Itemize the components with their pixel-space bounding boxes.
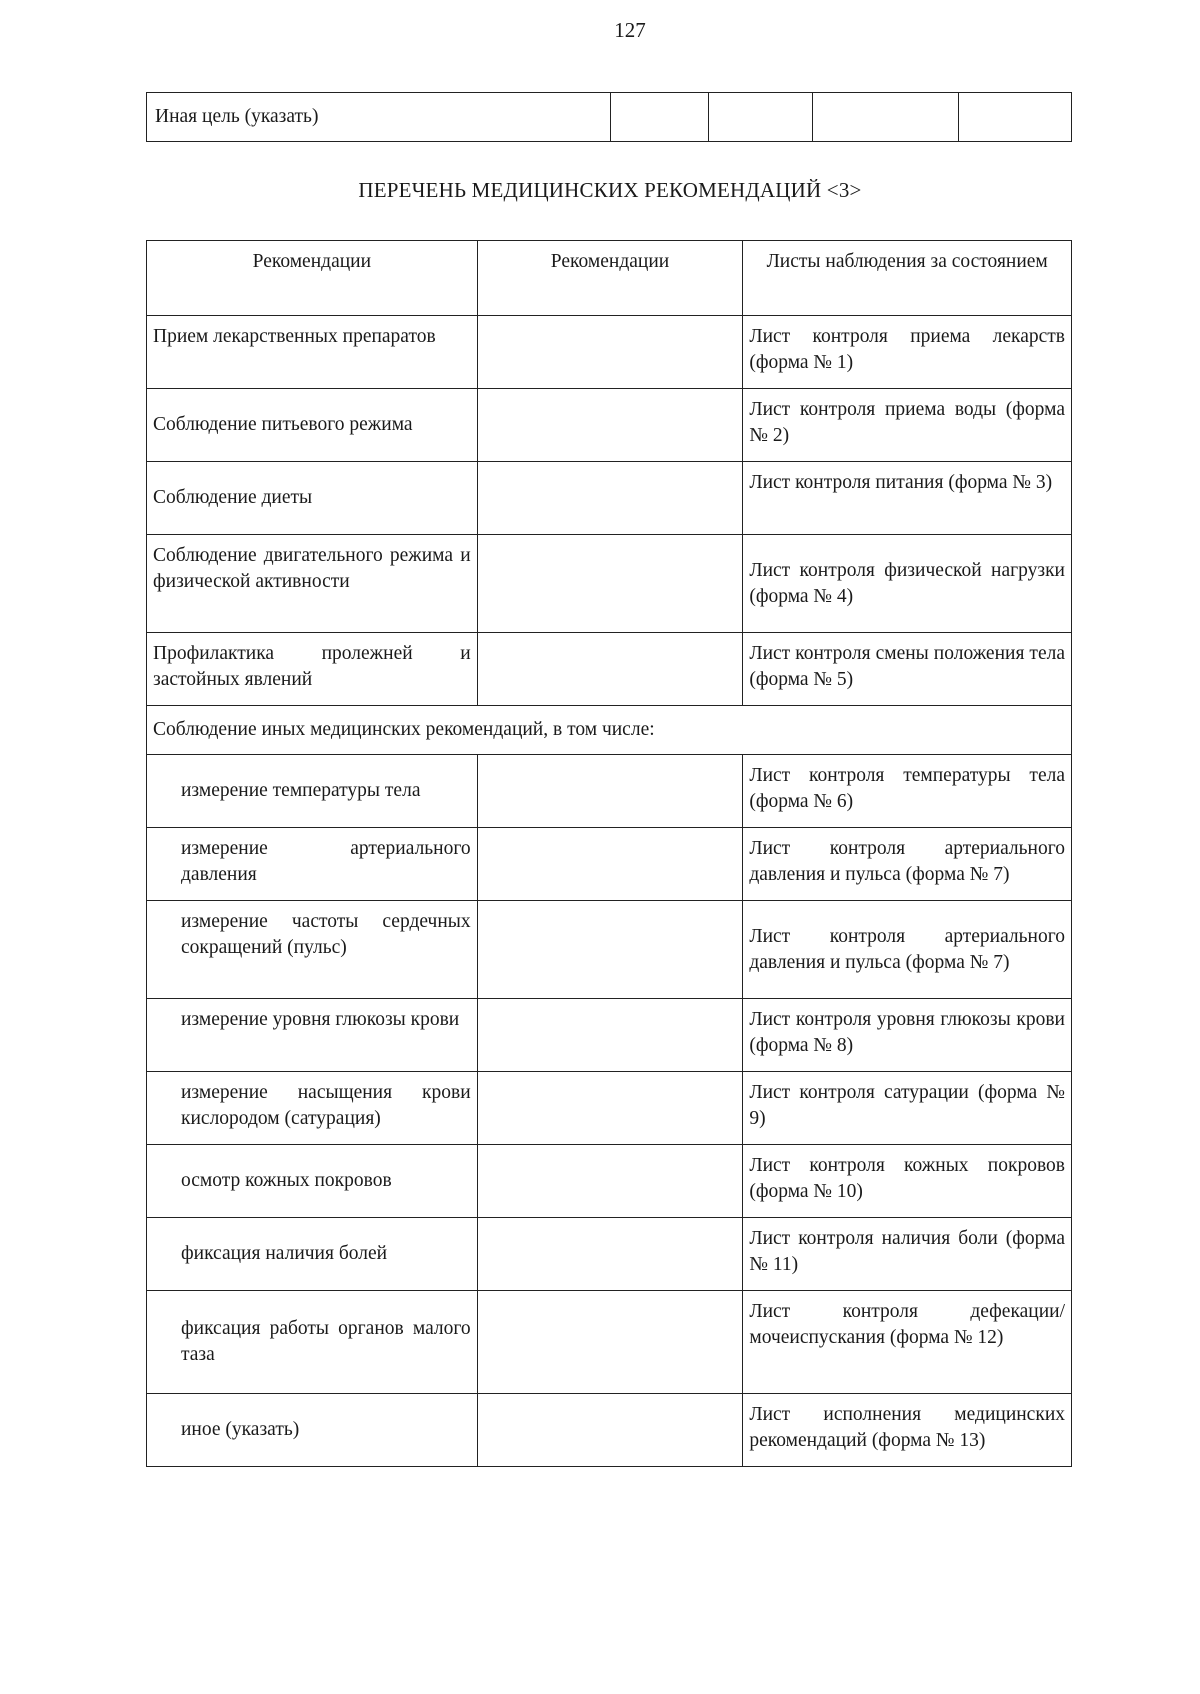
value-cell xyxy=(477,1394,743,1467)
table-row xyxy=(147,706,1072,755)
recommendation-cell: иное (указать) xyxy=(147,1394,478,1467)
table-row xyxy=(147,462,1072,535)
column-header: Рекомендации xyxy=(147,241,478,316)
column-header: Рекомендации xyxy=(477,241,743,316)
value-cell xyxy=(477,535,743,633)
blank-cell xyxy=(958,93,1071,142)
value-cell xyxy=(477,1218,743,1291)
sheet-cell: Лист контроля физической нагрузки (форма № 4) xyxy=(743,535,1072,633)
sheet-cell: Лист контроля температуры тела (форма № 6) xyxy=(743,755,1072,828)
sheet-cell: Лист контроля дефекации/мочеиспускания (форма № 12) xyxy=(743,1291,1072,1394)
table-row xyxy=(147,1072,1072,1145)
table-row xyxy=(147,389,1072,462)
recommendation-cell: фиксация наличия болей xyxy=(147,1218,478,1291)
table-row xyxy=(147,316,1072,389)
sheet-cell: Лист исполнения медицинских рекомендаций (форма № 13) xyxy=(743,1394,1072,1467)
value-cell xyxy=(477,1291,743,1394)
table-row xyxy=(147,633,1072,706)
recommendation-cell: фиксация работы органов малого таза xyxy=(147,1291,478,1394)
sheet-cell: Лист контроля приема лекарств (форма № 1) xyxy=(743,316,1072,389)
sheet-cell: Лист контроля питания (форма № 3) xyxy=(743,462,1072,535)
section-row-label: Соблюдение иных медицинских рекомендаций, в том числе: xyxy=(147,706,1072,755)
value-cell xyxy=(477,1072,743,1145)
blank-cell xyxy=(813,93,958,142)
value-cell xyxy=(477,389,743,462)
value-cell xyxy=(477,828,743,901)
recommendation-cell: измерение артериального давления xyxy=(147,828,478,901)
sheet-cell: Лист контроля приема воды (форма № 2) xyxy=(743,389,1072,462)
value-cell xyxy=(477,755,743,828)
value-cell xyxy=(477,633,743,706)
table-row xyxy=(147,901,1072,999)
column-header: Листы наблюдения за состоянием xyxy=(743,241,1072,316)
page-number: 127 xyxy=(614,18,646,42)
table-row xyxy=(147,1291,1072,1394)
table-row xyxy=(147,755,1072,828)
table-row xyxy=(147,1145,1072,1218)
blank-cell xyxy=(709,93,813,142)
sheet-cell: Лист контроля смены положения тела (форма № 5) xyxy=(743,633,1072,706)
recommendation-cell: измерение уровня глюкозы крови xyxy=(147,999,478,1072)
sheet-cell: Лист контроля сатурации (форма № 9) xyxy=(743,1072,1072,1145)
recommendation-cell: Прием лекарственных препаратов xyxy=(147,316,478,389)
recommendation-cell: Соблюдение питьевого режима xyxy=(147,389,478,462)
recommendations-table xyxy=(146,240,1072,1467)
sheet-cell: Лист контроля артериального давления и пульса (форма № 7) xyxy=(743,828,1072,901)
table-row xyxy=(147,535,1072,633)
recommendation-cell: Соблюдение диеты xyxy=(147,462,478,535)
recommendation-cell: измерение температуры тела xyxy=(147,755,478,828)
value-cell xyxy=(477,316,743,389)
recommendation-cell: Соблюдение двигательного режима и физической активности xyxy=(147,535,478,633)
sheet-cell: Лист контроля уровня глюкозы крови (форма № 8) xyxy=(743,999,1072,1072)
sheet-cell: Лист контроля кожных покровов (форма № 10) xyxy=(743,1145,1072,1218)
recommendation-cell: измерение насыщения крови кислородом (сатурация) xyxy=(147,1072,478,1145)
table-row xyxy=(147,1218,1072,1291)
table-row xyxy=(147,93,1072,142)
recommendation-cell: осмотр кожных покровов xyxy=(147,1145,478,1218)
table-header-row xyxy=(147,241,1072,316)
top-table xyxy=(146,92,1072,142)
table-row xyxy=(147,1394,1072,1467)
section-title: ПЕРЕЧЕНЬ МЕДИЦИНСКИХ РЕКОМЕНДАЦИЙ <3> xyxy=(358,178,862,202)
recommendation-cell: измерение частоты сердечных сокращений (пульс) xyxy=(147,901,478,999)
value-cell xyxy=(477,462,743,535)
value-cell xyxy=(477,1145,743,1218)
value-cell xyxy=(477,901,743,999)
sheet-cell: Лист контроля артериального давления и пульса (форма № 7) xyxy=(743,901,1072,999)
sheet-cell: Лист контроля наличия боли (форма № 11) xyxy=(743,1218,1072,1291)
value-cell xyxy=(477,999,743,1072)
blank-cell xyxy=(611,93,709,142)
table-row xyxy=(147,828,1072,901)
recommendation-cell: Профилактика пролежней и застойных явлений xyxy=(147,633,478,706)
row-label: Иная цель (указать) xyxy=(147,93,611,142)
table-row xyxy=(147,999,1072,1072)
